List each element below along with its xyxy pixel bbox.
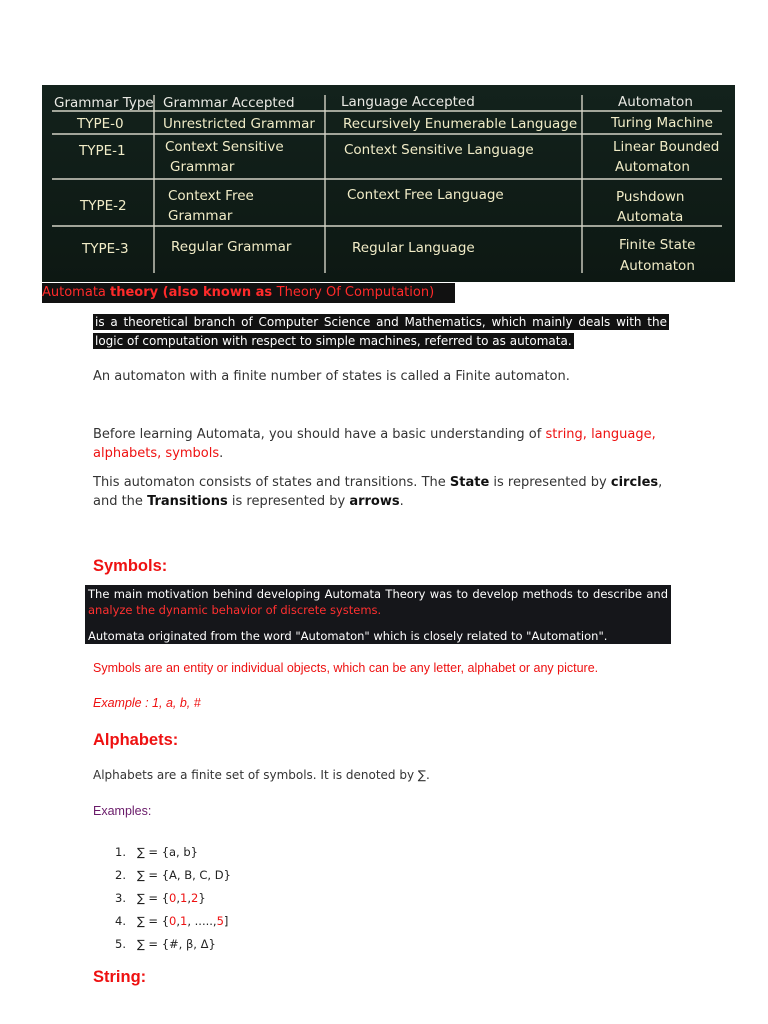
type3-automaton-line1: Finite State — [619, 237, 696, 253]
list-text: ∑ = { — [137, 914, 170, 928]
type2-automaton-line2: Automata — [617, 209, 684, 225]
list-text-red: 0 — [169, 914, 177, 928]
list-text: , — [176, 914, 180, 928]
type1-grammar-line2: Grammar — [170, 159, 235, 175]
prereq-topics-highlight: string, language, alphabets, symbols — [93, 427, 656, 461]
type3-automaton-line2: Automaton — [620, 258, 695, 274]
before-learning-text: Before learning Automata, you should have a basic understanding of — [93, 427, 546, 442]
states-text-3: , and the — [93, 475, 663, 509]
intro-body-text: is a theoretical branch of Computer Science and Mathematics, which mainly deals with the logic of computation with respect to simple machines, referred to as automata. — [95, 315, 667, 348]
transitions-bold: Transitions — [147, 494, 228, 509]
finite-automaton-sentence: An automaton with a finite number of states is called a Finite automaton. — [93, 369, 570, 384]
motivation-white: The main motivation behind developing Automata Theory was to develop methods to describe and — [88, 587, 668, 601]
list-text: , — [176, 891, 180, 905]
before-learning-paragraph — [93, 425, 663, 463]
motivation-text — [88, 586, 668, 618]
examples-label: Examples: — [93, 804, 152, 818]
type1-label: TYPE-1 — [79, 143, 126, 159]
list-text-red: 1 — [180, 891, 188, 905]
origin-text: Automata originated from the word "Automaton" which is closely related to "Automation". — [88, 629, 608, 643]
list-text: ∑ = {A, B, C, D} — [137, 868, 231, 882]
header-language-accepted: Language Accepted — [341, 94, 475, 110]
list-text: ∑ = { — [137, 891, 170, 905]
motivation-red: analyze the dynamic behavior of discrete systems. — [88, 603, 382, 617]
list-number: 5. — [115, 937, 126, 951]
list-item — [115, 912, 231, 935]
alphabets-heading: Alphabets: — [93, 731, 179, 749]
states-text-1: This automaton consists of states and transitions. The — [93, 475, 450, 490]
type0-language: Recursively Enumerable Language — [343, 116, 578, 132]
alphabet-examples-list — [115, 843, 231, 958]
type3-grammar: Regular Grammar — [171, 239, 292, 255]
type2-grammar-line2: Grammar — [168, 208, 233, 224]
list-item — [115, 935, 231, 958]
automata-theory-title — [42, 283, 455, 303]
list-text-red: 2 — [190, 891, 199, 905]
list-text-red: 5 — [216, 914, 224, 928]
motivation-box — [85, 585, 671, 644]
symbols-example: Example : 1, a, b, # — [93, 696, 201, 710]
type2-grammar-line1: Context Free — [168, 188, 254, 204]
type3-language: Regular Language — [352, 240, 475, 256]
list-text: , ....., — [187, 914, 217, 928]
symbols-heading: Symbols: — [93, 557, 168, 575]
before-learning-end: . — [219, 446, 224, 461]
states-text-2: is represented by — [489, 475, 611, 490]
type0-label: TYPE-0 — [77, 116, 124, 132]
list-number: 3. — [115, 891, 126, 905]
type1-grammar-line1: Context Sensitive — [165, 139, 284, 155]
list-text-red: 0 — [169, 891, 177, 905]
symbols-definition: Symbols are an entity or individual objects, which can be any letter, alphabet or any picture. — [93, 661, 599, 675]
type0-grammar: Unrestricted Grammar — [163, 116, 315, 132]
list-text: ∑ = {a, b} — [137, 845, 198, 859]
alphabets-definition: Alphabets are a finite set of symbols. It is denoted by ∑. — [93, 768, 430, 782]
type0-automaton: Turing Machine — [611, 115, 713, 131]
list-text: , — [187, 891, 191, 905]
states-text-5: . — [399, 494, 404, 509]
list-text: ] — [223, 914, 229, 928]
header-automaton: Automaton — [618, 94, 693, 110]
type2-language: Context Free Language — [347, 187, 504, 203]
list-item — [115, 889, 231, 912]
arrows-bold: arrows — [349, 494, 400, 509]
list-text-red: 1 — [180, 914, 188, 928]
header-grammar-accepted: Grammar Accepted — [163, 95, 295, 111]
string-heading: String: — [93, 968, 147, 986]
list-item — [115, 866, 231, 889]
title-part1: Automata — [42, 285, 111, 300]
intro-paragraph — [93, 313, 669, 351]
title-bold: theory (also known as — [110, 285, 277, 300]
type2-label: TYPE-2 — [80, 198, 127, 214]
list-item — [115, 843, 231, 866]
header-grammar-type: Grammar Type — [54, 95, 154, 111]
grammar-table-image — [42, 85, 735, 282]
list-number: 2. — [115, 868, 126, 882]
type3-label: TYPE-3 — [82, 241, 129, 257]
type1-language: Context Sensitive Language — [344, 142, 534, 158]
state-bold: State — [449, 475, 490, 490]
title-part2: Theory Of Computation) — [276, 285, 435, 300]
circles-bold: circles — [610, 475, 659, 490]
list-text: ∑ = {#, β, Δ} — [137, 937, 216, 951]
states-text-4: is represented by — [227, 494, 350, 509]
type2-automaton-line1: Pushdown — [616, 189, 685, 205]
list-text: } — [198, 891, 206, 905]
type1-automaton-line2: Automaton — [615, 159, 690, 175]
type1-automaton-line1: Linear Bounded — [613, 139, 720, 155]
list-number: 4. — [115, 914, 126, 928]
states-transitions-paragraph — [93, 473, 663, 511]
list-number: 1. — [115, 845, 126, 859]
